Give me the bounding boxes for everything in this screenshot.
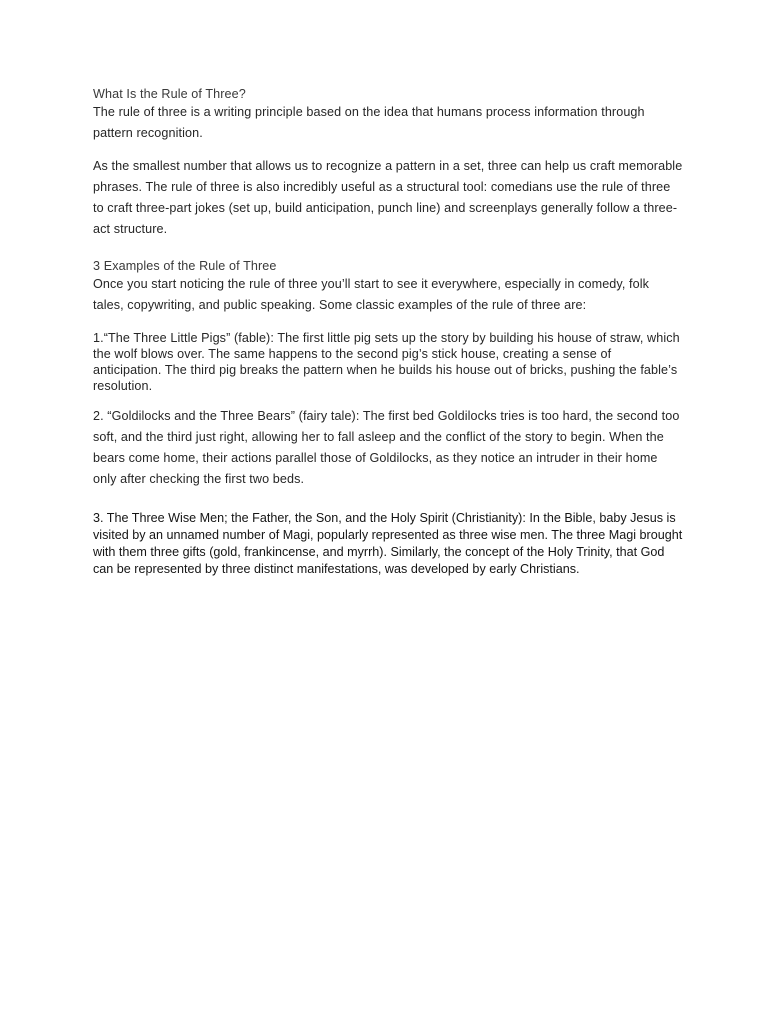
example-item-three-little-pigs: 1.“The Three Little Pigs” (fable): The first little pig sets up the story by building his house of straw, which the wolf blows over. The same happens to the second pig’s stick house, creating a sense of anticipation. The third pig breaks the pattern when he builds his house out of bricks, pushing the fable’s resolution. bbox=[93, 331, 680, 393]
section-heading: 3 Examples of the Rule of Three bbox=[93, 259, 277, 273]
example-item-three-wise-men: 3. The Three Wise Men; the Father, the Son, and the Holy Spirit (Christianity): In the Bible, baby Jesus is visited by an unnamed number of Magi, popularly represented as three wise men. The three Magi brought with them three gifts (gold, frankincense, and myrrh). Similarly, the concept of the Holy Trinity, that God can be represented by three distinct manifestations, was developed by early Christians. bbox=[93, 511, 683, 576]
section-intro-paragraph: The rule of three is a writing principle based on the idea that humans process information through pattern recognition. bbox=[93, 105, 645, 140]
section-intro-paragraph: Once you start noticing the rule of three you’ll start to see it everywhere, especially in comedy, folk tales, copywriting, and public speaking. Some classic examples of the rule of three are: bbox=[93, 277, 650, 312]
pattern-paragraph: As the smallest number that allows us to recognize a pattern in a set, three can help us craft memorable phrases. The rule of three is also incredibly useful as a structural tool: comedians use the rule of three to craft three-part jokes (set up, build anticipation, punch line) and screenplays generally follow a three-act structure. bbox=[93, 159, 683, 236]
section-what-is-rule-of-three bbox=[93, 86, 683, 144]
section-heading: What Is the Rule of Three? bbox=[93, 87, 246, 101]
section-examples bbox=[93, 258, 683, 316]
example-item-goldilocks: 2. “Goldilocks and the Three Bears” (fairy tale): The first bed Goldilocks tries is too hard, the second too soft, and the third just right, allowing her to fall asleep and the conflict of the story to begin. When the bears come home, their actions parallel those of Goldilocks, as they notice an intruder in their home only after checking the first two beds. bbox=[93, 409, 680, 486]
